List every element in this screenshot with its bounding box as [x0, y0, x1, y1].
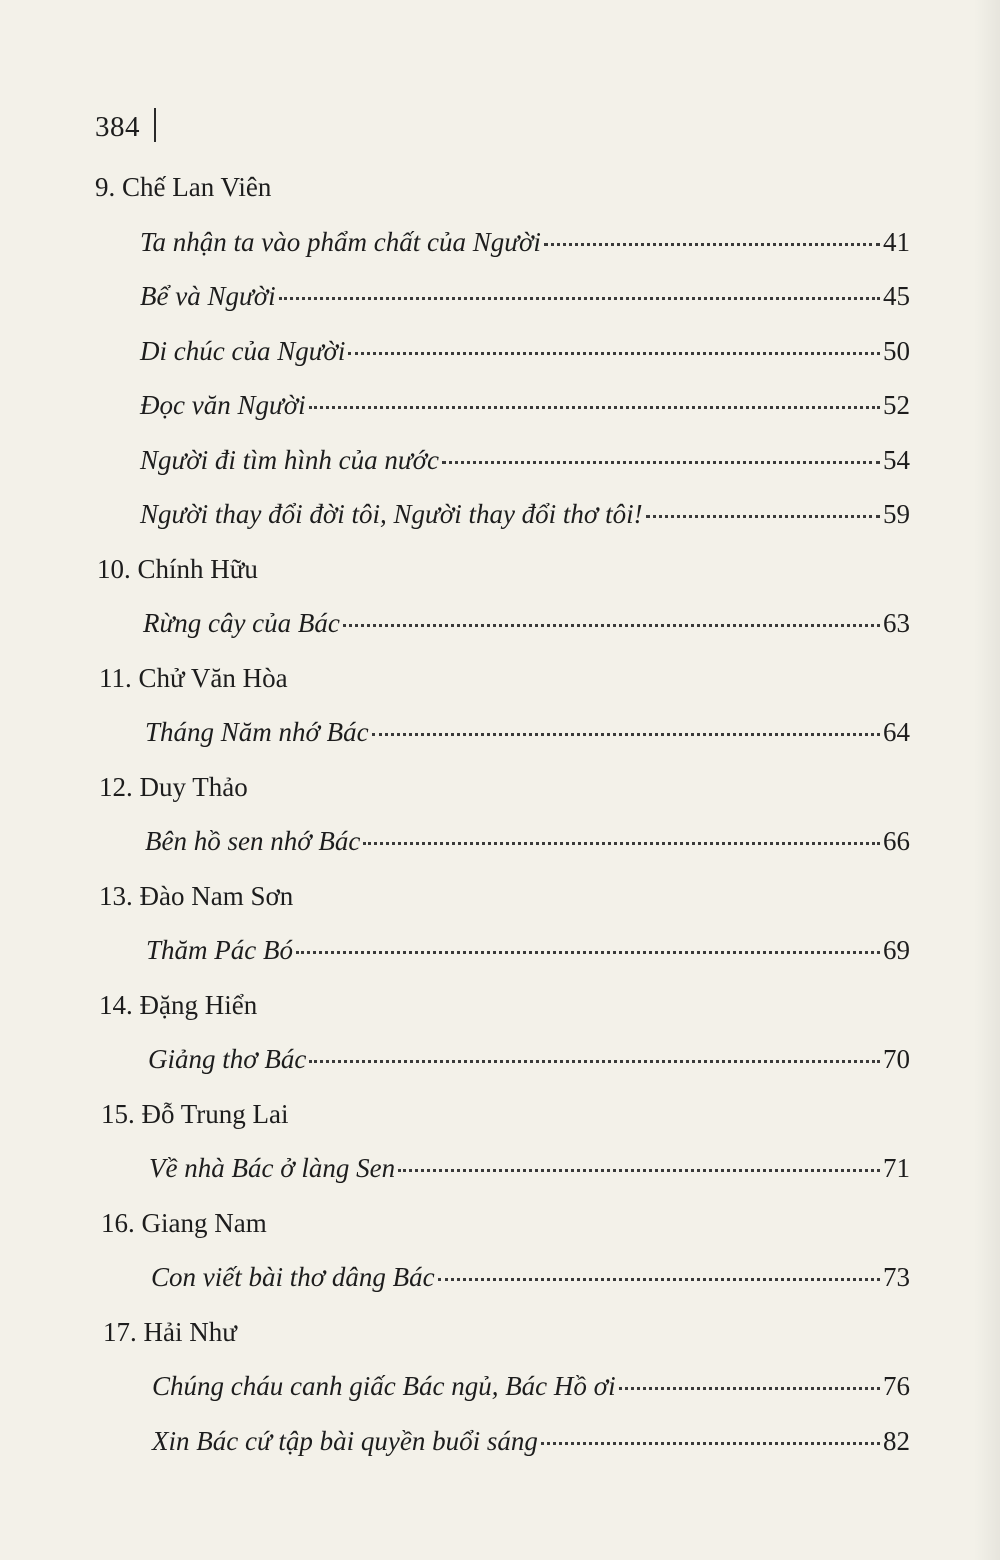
toc-entry-title: Giảng thơ Bác: [148, 1044, 307, 1074]
toc-entry-title: Người đi tìm hình của nước: [140, 444, 440, 475]
toc-dot-leader: [442, 461, 880, 464]
toc-entry-page: 73: [883, 1262, 910, 1292]
toc-dot-leader: [438, 1278, 880, 1281]
toc-dot-leader: [309, 1060, 880, 1063]
toc-author: 16. Giang Nam: [101, 1207, 267, 1238]
toc-entry-page: 82: [883, 1425, 910, 1456]
toc-entry[interactable]: [145, 826, 910, 857]
toc-dot-leader: [348, 352, 880, 355]
toc-entry-title: Bể và Người: [140, 281, 276, 311]
toc-author: 9. Chế Lan Viên: [95, 172, 272, 202]
page-edge-shadow: [974, 0, 1000, 1560]
toc-entry-title: Rừng cây của Bác: [143, 608, 340, 638]
toc-entry[interactable]: [140, 336, 910, 367]
toc-entry[interactable]: [140, 390, 910, 421]
toc-author: 12. Duy Thảo: [99, 771, 248, 802]
toc-entry[interactable]: [151, 1262, 910, 1293]
toc-author: 17. Hải Như: [103, 1316, 237, 1347]
toc-entry-page: 76: [883, 1371, 910, 1401]
toc-dot-leader: [646, 515, 880, 518]
toc-dot-leader: [343, 624, 880, 627]
toc-entry[interactable]: [140, 445, 910, 476]
page-number-text: 384: [95, 111, 140, 143]
toc-dot-leader: [279, 297, 880, 300]
toc-author: 14. Đặng Hiển: [99, 989, 258, 1020]
toc-entry-title: Chúng cháu canh giấc Bác ngủ, Bác Hồ ơi: [152, 1371, 616, 1401]
toc-entry-page: 66: [883, 826, 910, 856]
toc-dot-leader: [398, 1169, 880, 1172]
toc-entry-page: 54: [883, 444, 910, 475]
toc-dot-leader: [296, 951, 880, 954]
toc-entry-title: Di chúc của Người: [140, 335, 346, 366]
toc-entry[interactable]: [140, 281, 910, 312]
toc-entry[interactable]: [140, 499, 910, 530]
toc-entry-page: 41: [883, 226, 910, 257]
toc-entry-page: 63: [883, 608, 910, 638]
toc-entry-page: 64: [883, 717, 910, 747]
toc-entry[interactable]: [152, 1426, 910, 1457]
toc-entry[interactable]: [145, 717, 910, 748]
toc-author: 13. Đào Nam Sơn: [99, 880, 294, 911]
toc-dot-leader: [544, 243, 880, 246]
toc-entry-title: Bên hồ sen nhớ Bác: [145, 826, 361, 856]
toc-dot-leader: [541, 1442, 880, 1445]
toc-entry-page: 69: [883, 935, 910, 965]
toc-entry[interactable]: [148, 1044, 910, 1075]
toc-entry[interactable]: [149, 1153, 910, 1184]
toc-entry-page: 70: [883, 1044, 910, 1074]
toc-entry-title: Xin Bác cứ tập bài quyền buổi sáng: [152, 1425, 538, 1456]
toc-entry-title: Về nhà Bác ở làng Sen: [149, 1153, 396, 1183]
toc-author: 15. Đỗ Trung Lai: [101, 1098, 289, 1129]
toc-entry-title: Tháng Năm nhớ Bác: [145, 717, 369, 747]
page-number-divider: [154, 108, 156, 142]
toc-entry-page: 45: [883, 281, 910, 311]
toc-entry[interactable]: [146, 935, 910, 966]
page-number: [95, 108, 156, 144]
toc-dot-leader: [372, 733, 880, 736]
toc-dot-leader: [309, 406, 880, 409]
toc-entry-page: 50: [883, 335, 910, 366]
toc-entry-title: Ta nhận ta vào phẩm chất của Người: [140, 226, 541, 257]
toc-entry[interactable]: [140, 227, 910, 258]
toc-entry-title: Thăm Pác Bó: [146, 935, 293, 965]
toc-entry-page: 71: [883, 1153, 910, 1183]
toc-entry-page: 59: [883, 499, 910, 529]
toc-dot-leader: [363, 842, 880, 845]
toc-entry-title: Con viết bài thơ dâng Bác: [151, 1262, 435, 1292]
toc-author: 10. Chính Hữu: [97, 553, 258, 584]
toc-entry-page: 52: [883, 390, 910, 420]
toc-entry[interactable]: [152, 1371, 910, 1402]
toc-entry-title: Đọc văn Người: [140, 390, 306, 420]
toc-author: 11. Chử Văn Hòa: [99, 662, 288, 693]
toc-entry[interactable]: [143, 608, 910, 639]
toc-dot-leader: [619, 1387, 880, 1390]
toc-entry-title: Người thay đổi đời tôi, Người thay đổi thơ tôi!: [140, 499, 643, 529]
